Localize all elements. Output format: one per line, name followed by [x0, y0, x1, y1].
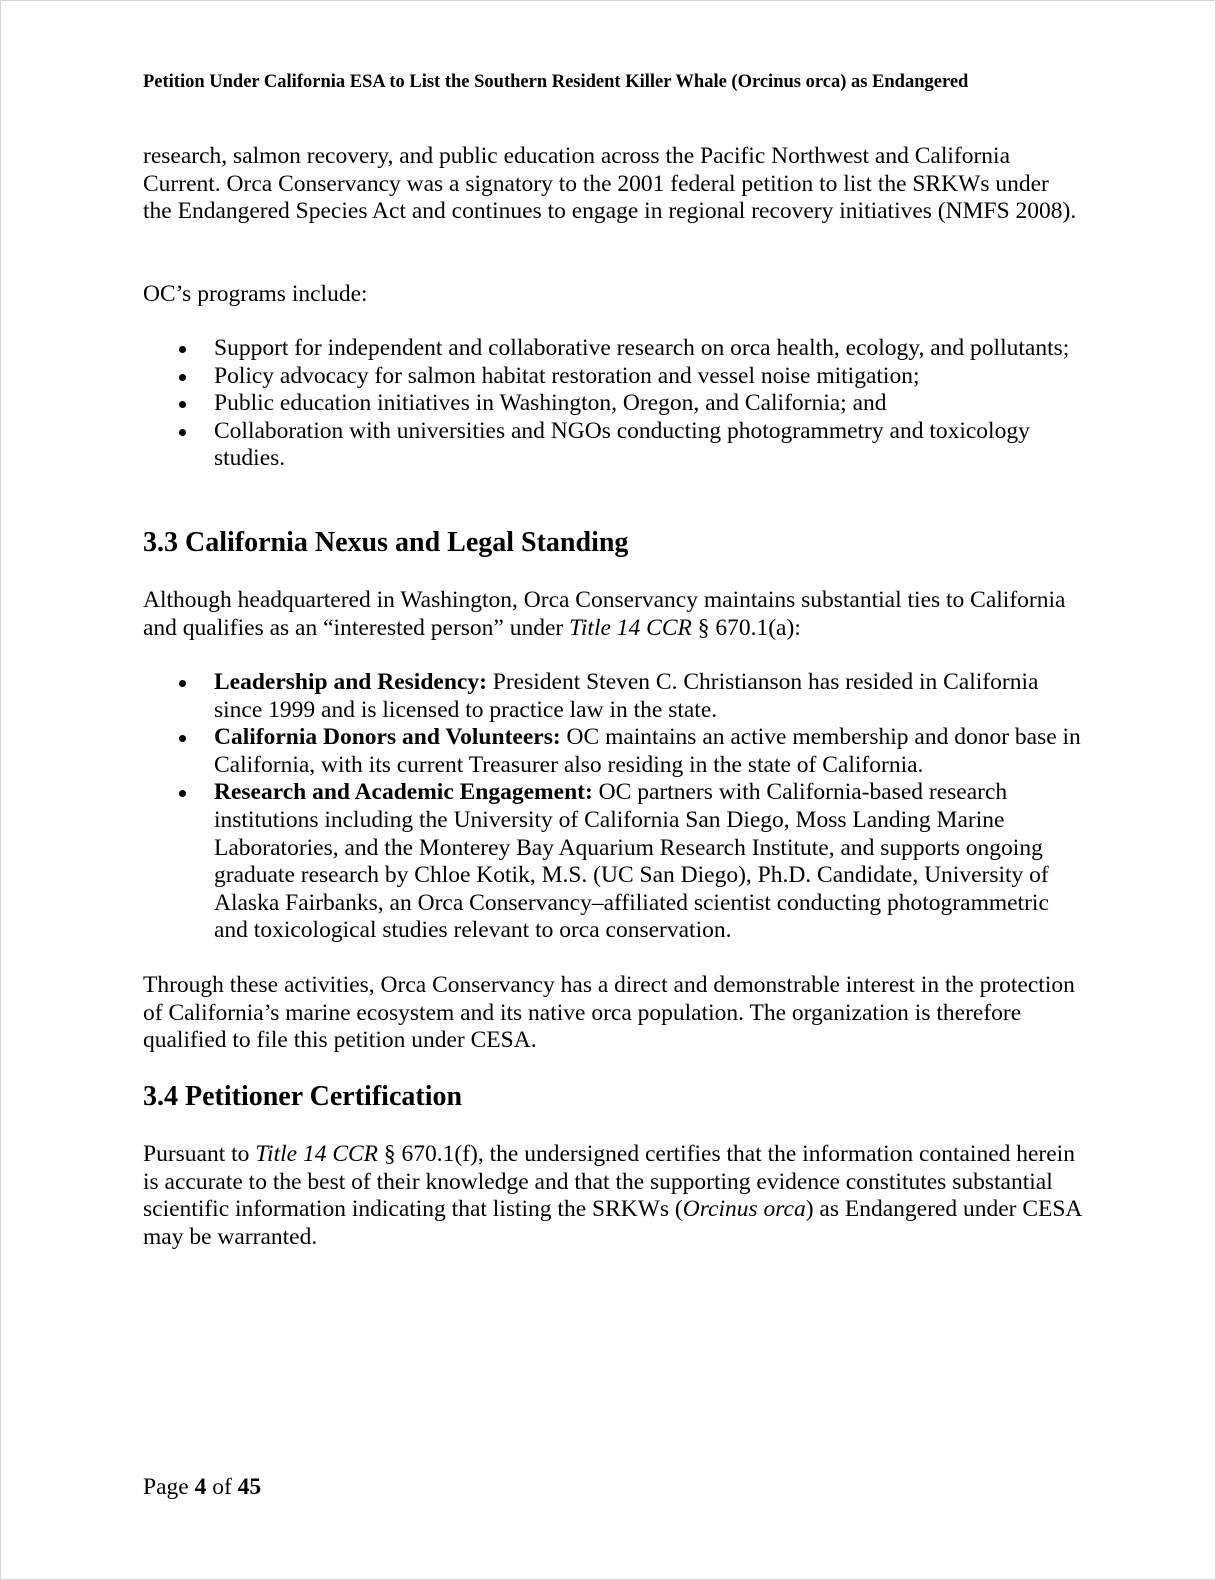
standing-list — [143, 669, 1083, 945]
certification-citation: Title 14 CCR — [255, 1141, 379, 1167]
bullet-icon — [179, 735, 186, 742]
list-item — [143, 779, 1083, 945]
page-number-prefix: Page — [143, 1474, 195, 1500]
standing-intro-text: Although headquartered in Washington, Orca Conservancy maintains substantial ties to California and qualifies as an “interested person” under — [143, 587, 1066, 641]
list-item — [143, 724, 1083, 779]
list-item-text: Public education initiatives in Washington, Oregon, and California; and — [214, 390, 887, 417]
list-item — [143, 335, 1083, 363]
bullet-icon — [179, 790, 186, 797]
section-heading-3-3: 3.3 California Nexus and Legal Standing — [143, 527, 629, 558]
list-item-text: President Steven C. Christianson has resided in California since 1999 and is licensed to practice law in the state. — [214, 669, 1039, 723]
page-number-current: 4 — [194, 1474, 207, 1500]
page-number — [143, 1473, 261, 1501]
list-item-text: OC maintains an active membership and donor base in California, with its current Treasurer also residing in the state of California. — [214, 724, 1081, 778]
running-header: Petition Under California ESA to List the Southern Resident Killer Whale (Orcinus orca) as Endangered — [143, 72, 969, 92]
certification-paragraph — [143, 1141, 1083, 1251]
standing-closing-paragraph: Through these activities, Orca Conservancy has a direct and demonstrable interest in the protection of California’s marine ecosystem and its native orca population. The organization is therefore qualified to file this petition under CESA. — [143, 972, 1075, 1054]
page-number-of: of — [206, 1474, 238, 1500]
list-item-text: Collaboration with universities and NGOs conducting photogrammetry and toxicology studies. — [214, 417, 1030, 472]
intro-paragraph: research, salmon recovery, and public education across the Pacific Northwest and California Current. Orca Conservancy was a signatory to the 2001 federal petition to list the SRKWs under the Endangered Species Act and continues to engage in regional recovery initiatives (NMFS 2008). — [143, 143, 1077, 225]
list-item-label: Research and Academic Engagement: — [214, 779, 593, 806]
bullet-icon — [179, 374, 186, 381]
bullet-icon — [179, 346, 186, 353]
section-heading-3-4: 3.4 Petitioner Certification — [143, 1081, 463, 1112]
list-item-text: OC partners with California-based research institutions including the University of California San Diego, Moss Landing Marine Laboratories, and the Monterey Bay Aquarium Research Institute, and supports ongoing graduate research by Chloe Kotik, M.S. (UC San Diego), Ph.D. Candidate, University of Alaska Fairbanks, an Orca Conservancy–affiliated scientist conducting photogrammetric and toxicological studies relevant to orca conservation. — [214, 779, 1049, 944]
list-item-label: California Donors and Volunteers: — [214, 724, 561, 751]
standing-intro-paragraph — [143, 587, 1083, 642]
standing-intro-citation: Title 14 CCR — [569, 614, 692, 641]
bullet-icon — [179, 401, 186, 408]
programs-list — [143, 335, 1083, 473]
list-item — [143, 418, 1083, 473]
list-item — [143, 669, 1083, 724]
list-item-label: Leadership and Residency: — [214, 669, 487, 695]
list-item-text: Policy advocacy for salmon habitat restoration and vessel noise mitigation; — [214, 362, 920, 389]
certification-text-middle: § 670.1(f), the undersigned certifies that the information contained herein is accurate to the best of their knowledge and that the supporting evidence constitutes substantial scientific information indicating that listing the SRKWs ( — [143, 1141, 1075, 1223]
list-item — [143, 390, 1083, 418]
certification-species-name: Orcinus orca — [682, 1196, 806, 1223]
certification-text-start: Pursuant to — [143, 1141, 256, 1167]
bullet-icon — [179, 680, 186, 687]
list-item-text: Support for independent and collaborative research on orca health, ecology, and pollutants; — [214, 335, 1070, 361]
certification-text-end: ) as Endangered under CESA may be warranted. — [143, 1196, 1082, 1250]
page-number-total: 45 — [237, 1474, 262, 1500]
list-item — [143, 363, 1083, 391]
bullet-icon — [179, 429, 186, 436]
standing-intro-section: § 670.1(a): — [691, 614, 801, 641]
programs-intro: OC’s programs include: — [143, 281, 368, 307]
